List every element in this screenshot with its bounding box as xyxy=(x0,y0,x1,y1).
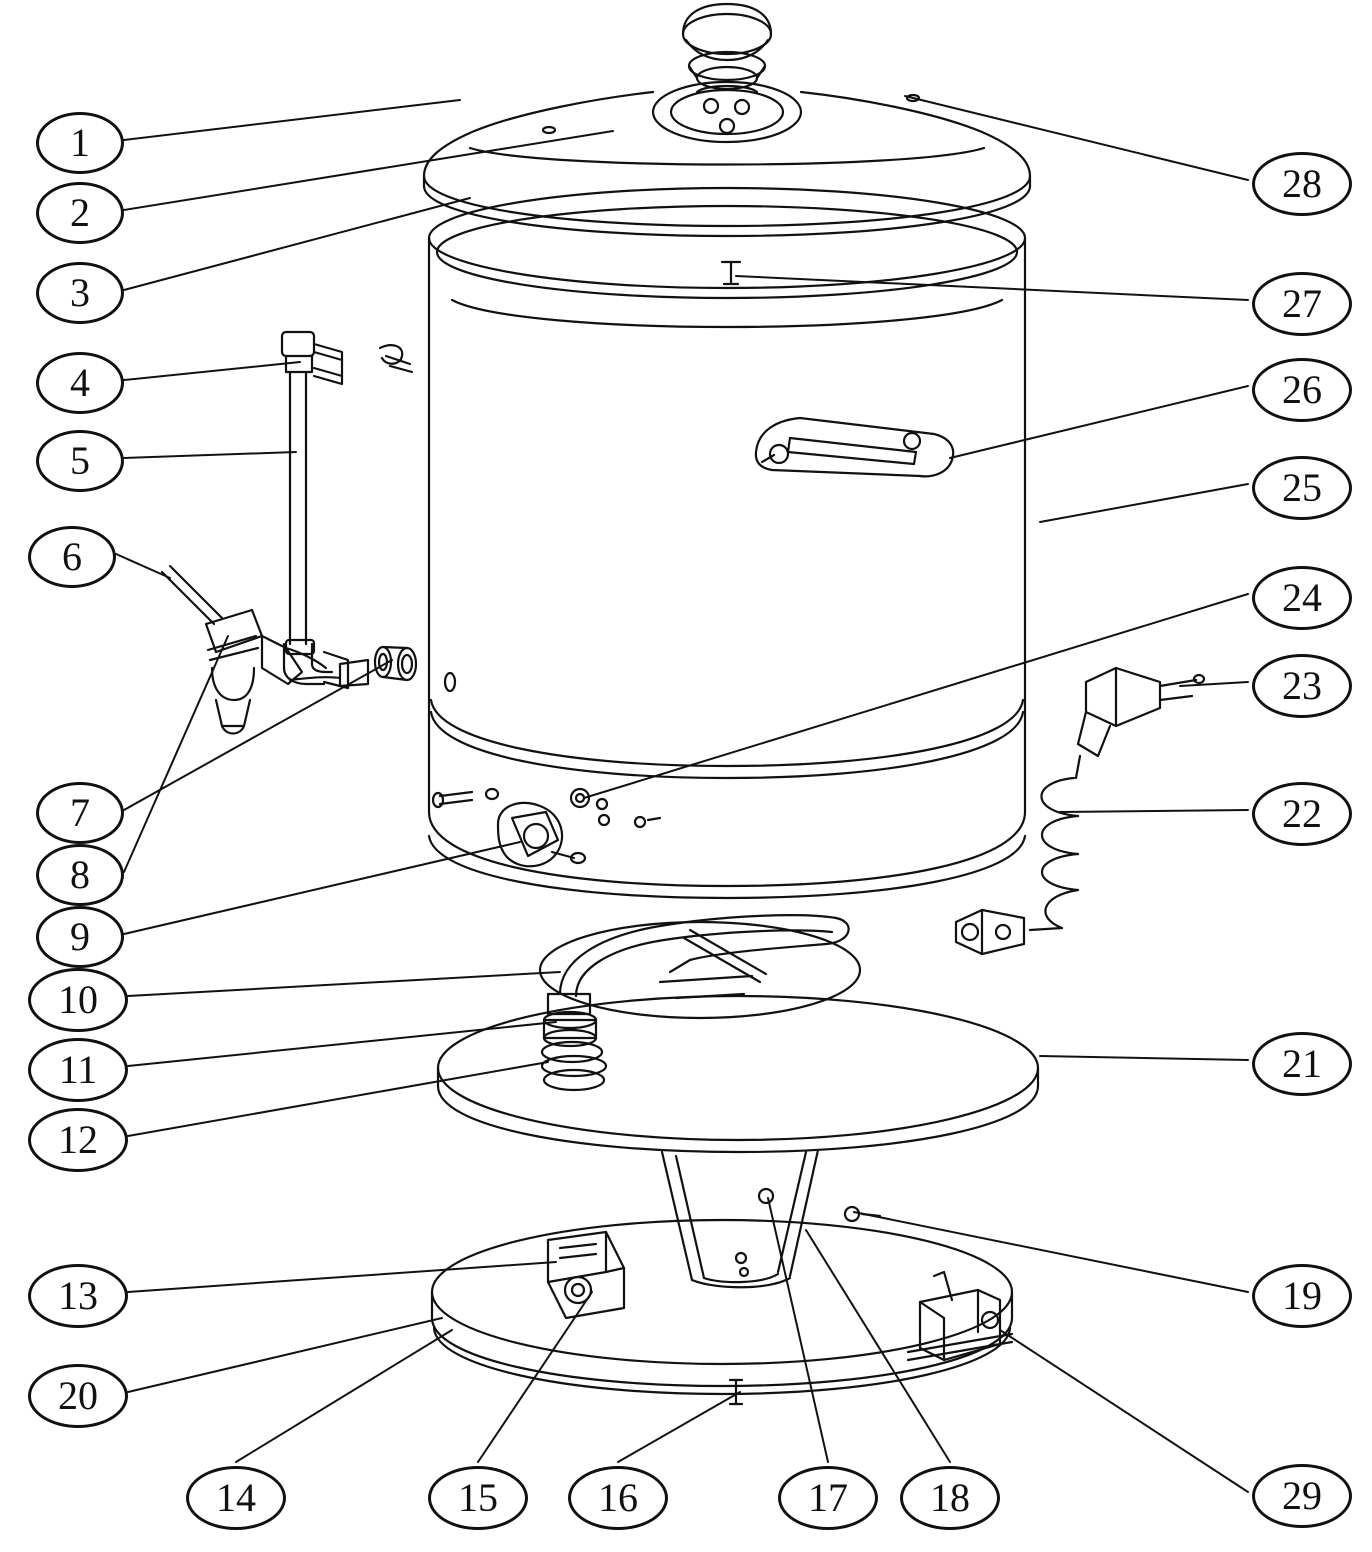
leader-lines xyxy=(116,96,1248,1492)
callout-22[interactable] xyxy=(1252,782,1352,846)
callout-7[interactable] xyxy=(36,782,124,844)
callout-label: 12 xyxy=(58,1117,98,1162)
lid-assembly xyxy=(424,4,1030,236)
callout-label: 8 xyxy=(70,852,90,897)
callout-label: 2 xyxy=(70,190,90,235)
callout-2[interactable] xyxy=(36,182,124,244)
callout-12[interactable] xyxy=(28,1108,128,1172)
callout-label: 25 xyxy=(1282,465,1322,510)
callout-label: 19 xyxy=(1282,1273,1322,1318)
callout-label: 1 xyxy=(70,120,90,165)
callout-label: 3 xyxy=(70,270,90,315)
callout-17[interactable] xyxy=(778,1466,878,1530)
callout-label: 16 xyxy=(598,1475,638,1520)
callout-label: 28 xyxy=(1282,161,1322,206)
callout-20[interactable] xyxy=(28,1364,128,1428)
callout-25[interactable] xyxy=(1252,456,1352,520)
callout-5[interactable] xyxy=(36,430,124,492)
mid-plate-assembly xyxy=(438,915,1038,1152)
callout-4[interactable] xyxy=(36,352,124,414)
callout-11[interactable] xyxy=(28,1038,128,1102)
callout-label: 5 xyxy=(70,438,90,483)
callout-label: 18 xyxy=(930,1475,970,1520)
callout-8[interactable] xyxy=(36,844,124,906)
callout-label: 9 xyxy=(70,914,90,959)
sight-glass-and-tap xyxy=(162,332,416,734)
callout-29[interactable] xyxy=(1252,1464,1352,1528)
callout-label: 17 xyxy=(808,1475,848,1520)
callout-label: 26 xyxy=(1282,367,1322,412)
callout-label: 29 xyxy=(1282,1473,1322,1518)
callout-label: 20 xyxy=(58,1373,98,1418)
callout-10[interactable] xyxy=(28,968,128,1032)
tank-body xyxy=(429,188,1025,898)
callout-9[interactable] xyxy=(36,906,124,968)
callout-23[interactable] xyxy=(1252,654,1352,718)
callout-24[interactable] xyxy=(1252,566,1352,630)
callout-label: 6 xyxy=(62,534,82,579)
callout-16[interactable] xyxy=(568,1466,668,1530)
callout-28[interactable] xyxy=(1252,152,1352,216)
support-column xyxy=(662,1150,818,1287)
callout-6[interactable] xyxy=(28,526,116,588)
callout-26[interactable] xyxy=(1252,358,1352,422)
callout-label: 21 xyxy=(1282,1041,1322,1086)
callout-15[interactable] xyxy=(428,1466,528,1530)
callout-label: 15 xyxy=(458,1475,498,1520)
callout-18[interactable] xyxy=(900,1466,1000,1530)
callout-label: 23 xyxy=(1282,663,1322,708)
callout-27[interactable] xyxy=(1252,272,1352,336)
callout-1[interactable] xyxy=(36,112,124,174)
callout-label: 14 xyxy=(216,1475,256,1520)
callout-14[interactable] xyxy=(186,1466,286,1530)
callout-label: 27 xyxy=(1282,281,1322,326)
callout-label: 10 xyxy=(58,977,98,1022)
callout-label: 13 xyxy=(58,1273,98,1318)
base-assembly xyxy=(432,1207,1012,1404)
callout-label: 4 xyxy=(70,360,90,405)
callout-3[interactable] xyxy=(36,262,124,324)
callout-21[interactable] xyxy=(1252,1032,1352,1096)
callout-label: 24 xyxy=(1282,575,1322,620)
callout-label: 22 xyxy=(1282,791,1322,836)
callout-13[interactable] xyxy=(28,1264,128,1328)
callout-label: 7 xyxy=(70,790,90,835)
callout-19[interactable] xyxy=(1252,1264,1352,1328)
callout-label: 11 xyxy=(58,1047,98,1092)
